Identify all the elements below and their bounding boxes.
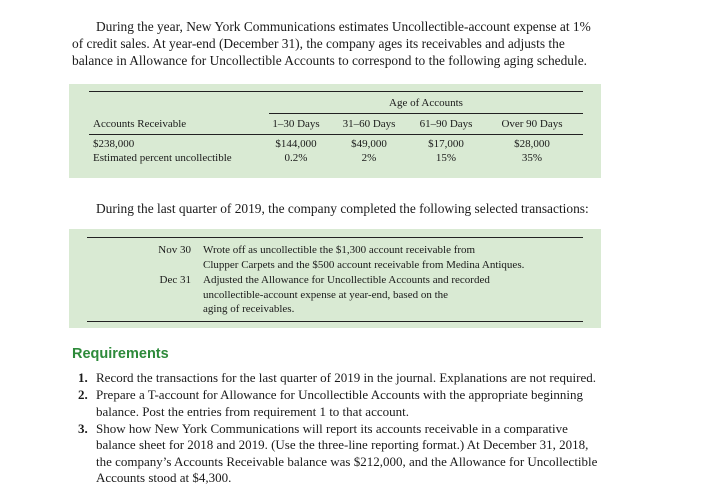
requirement-item (78, 421, 598, 487)
group-header-rule (269, 113, 583, 114)
aging-schedule-panel (69, 84, 601, 178)
transaction-line: Clupper Carpets and the $500 account receivable from Medina Antiques. (203, 258, 525, 271)
requirement-item (78, 370, 598, 387)
transaction-line: aging of receivables. (203, 303, 295, 316)
column-header-1-30-days: 1–30 Days (272, 118, 320, 130)
intro-paragraph: During the year, New York Communications estimates Uncollectible-account expense at 1% of credit sales. At year-end (December 31), the company ages its receivables and adjusts the balance in Allowance for Uncollectible Accounts to correspond to the following aging schedule. (72, 19, 591, 68)
requirement-number: 3. (78, 420, 88, 436)
receivables-61-90-cell: $17,000 (428, 138, 464, 150)
percent-1-30-cell: 0.2% (284, 152, 308, 164)
column-header-61-90-days: 61–90 Days (419, 118, 473, 130)
requirement-text: Record the transactions for the last quarter of 2019 in the journal. Explanations are not required. (96, 370, 596, 385)
transaction-date-nov-30: Nov 30 (158, 244, 191, 256)
transactions-panel (69, 229, 601, 328)
receivables-over-90-cell: $28,000 (514, 138, 550, 150)
transaction-line: Adjusted the Allowance for Uncollectible Accounts and recorded (203, 274, 490, 286)
transaction-line: Wrote off as uncollectible the $1,300 account receivable from (203, 244, 476, 256)
requirement-text: Show how New York Communications will report its accounts receivable in a comparative balance sheet for 2018 and 2019. (Use the three-line reporting format.) At December 31, 2018, the company’s Accounts Receivable balance was $212,000, and the Allowance for Uncollectible Accounts stood at $4,300. (96, 420, 598, 485)
transactions-bottom-rule (87, 321, 583, 322)
requirement-number: 2. (78, 387, 88, 402)
percent-uncollectible-label: Estimated percent uncollectible (93, 152, 232, 164)
requirements-heading: Requirements (72, 346, 169, 362)
column-header-over-90-days: Over 90 Days (501, 118, 563, 130)
transactions-top-rule (87, 237, 583, 238)
column-header-accounts-receivable: Accounts Receivable (93, 118, 187, 130)
receivables-total-cell: $238,000 (93, 138, 135, 150)
q4-intro-text: During the last quarter of 2019, the company completed the following selected transactions: (96, 201, 589, 216)
age-of-accounts-header: Age of Accounts (389, 97, 463, 109)
percent-over-90-cell: 35% (521, 152, 543, 164)
percent-61-90-cell: 15% (435, 152, 457, 164)
receivables-31-60-cell: $49,000 (351, 138, 387, 150)
transaction-text-dec-31 (203, 273, 548, 317)
table-top-rule (89, 91, 583, 92)
column-header-31-60-days: 31–60 Days (342, 118, 396, 130)
requirements-list (78, 370, 598, 487)
requirement-number: 1. (78, 370, 88, 385)
column-header-rule (89, 134, 583, 135)
requirement-text: Prepare a T-account for Allowance for Uncollectible Accounts with the appropriate beginning balance. Post the entries from requirement 1 to that account. (96, 387, 583, 419)
percent-31-60-cell: 2% (361, 152, 377, 164)
transaction-line: uncollectible-account expense at year-end, based on the (203, 288, 449, 301)
requirement-item (78, 387, 598, 420)
transaction-date-dec-31: Dec 31 (159, 274, 191, 286)
transaction-text-nov-30 (203, 243, 548, 272)
receivables-1-30-cell: $144,000 (275, 138, 317, 150)
